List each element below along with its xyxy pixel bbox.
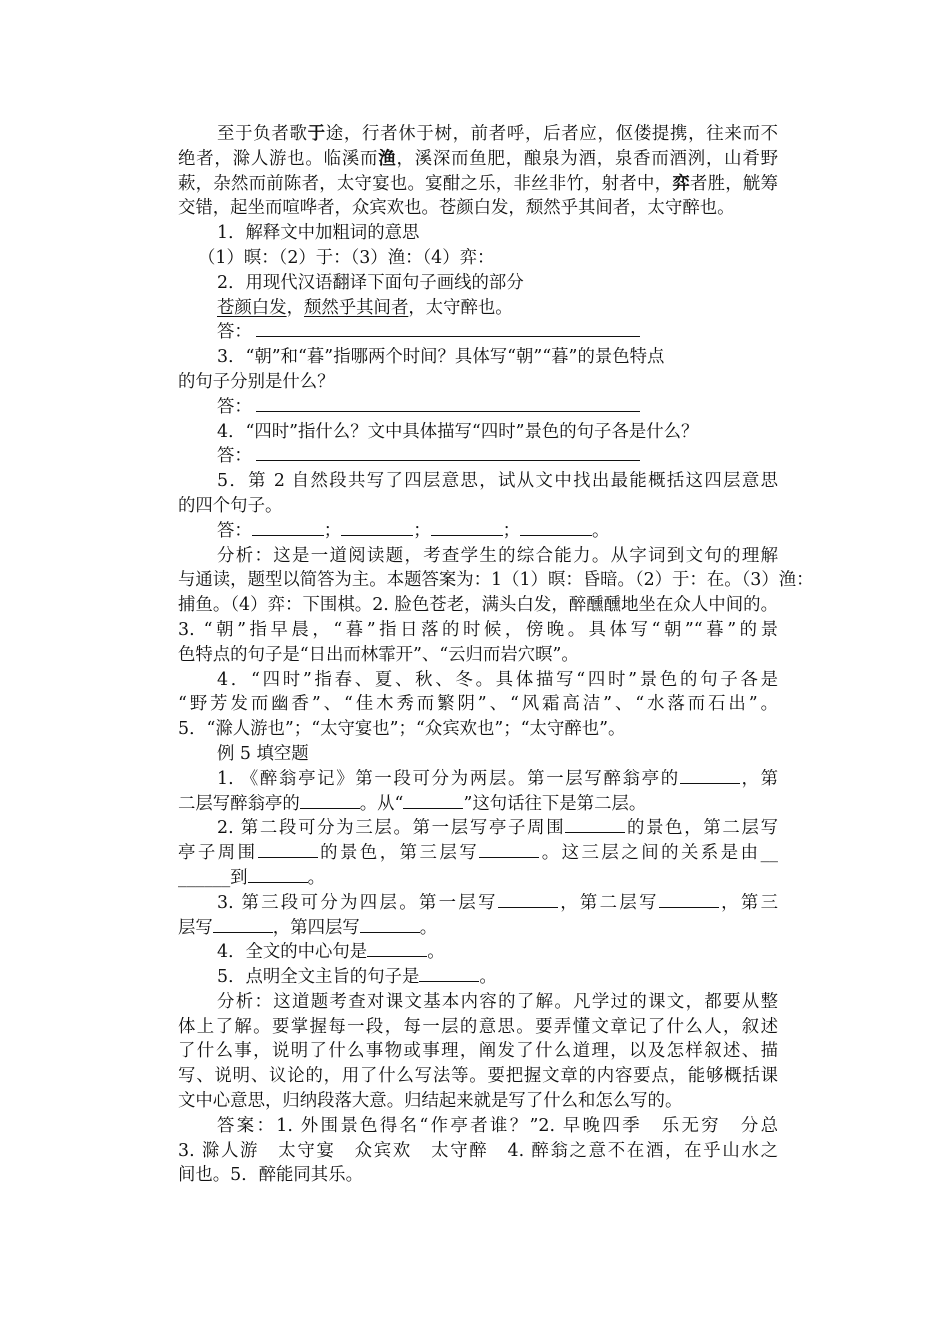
fill-1-line-2: 二层写醉翁亭的 。从“ ”这句话往下是第二层。 [178,793,647,814]
fill-blank[interactable] [248,867,308,883]
analysis-1-line-6: 4．“四时”指春、夏、秋、冬。具体描写“四时”景色的句子各是 [217,669,778,690]
fill-blank[interactable] [479,842,539,858]
analysis-1-line-8: 5．“滁人游也”；“太守宴也”；“众宾欢也”；“太守醉也”。 [178,719,626,740]
fill-blank[interactable] [300,793,360,809]
answer-line-4: 答： [178,444,778,469]
fill-blank[interactable] [565,817,625,833]
underlined-phrase-2: 颓然乎其间者 [303,297,409,318]
fill-blank[interactable] [659,892,719,908]
answer-line-2: 答： [178,320,778,345]
analysis-1-line-1: 分析：这是一道阅读题，考查学生的综合能力。从字词到文句的理解 [217,545,778,566]
passage-line-4: 交错，起坐而喧哗者，众宾欢也。苍颜白发，颓然乎其间者，太守醉也。 [178,198,735,219]
answer-blank[interactable] [341,520,413,536]
passage-line-2: 绝者，滁人游也。临溪而渔，溪深而鱼肥，酿泉为酒，泉香而酒洌，山肴野 [178,148,778,169]
fill-2-line-2: 亭子周围 的景色，第三层写 。这三层之间的关系是由__ [178,843,778,864]
answer-blank[interactable] [431,520,503,536]
answer-blank[interactable] [256,445,640,461]
question-3-line-2: 的句子分别是什么？ [178,371,335,392]
question-4: 4．“四时”指什么？文中具体描写“四时”景色的句子各是什么？ [217,421,699,442]
question-2-sentence: 苍颜白发，颓然乎其间者，太守醉也。 [217,297,513,318]
passage-line-1: 至于负者歌于途，行者休于树，前者呼，后者应，伛偻提携，往来而不 [217,124,778,144]
answer-blank[interactable] [256,396,640,412]
question-5-line-1: 5．第 2 自然段共写了四层意思，试从文中找出最能概括这四层意思 [217,471,778,492]
answer-line-3: 答： [178,395,778,420]
answer-blank[interactable] [252,520,324,536]
answer-line-5: 答： ； ； ； 。 [217,520,610,541]
fill-3-line-1: 3. 第三段可分为四层。第一层写 ，第二层写 ，第三 [217,892,778,913]
analysis-2-line-1: 分析：这道题考查对课文基本内容的了解。凡学过的课文，都要从整 [217,991,778,1012]
answers-line-3: 间也。5．醉能同其乐。 [178,1165,363,1186]
analysis-2-line-4: 写、说明、议论的，用了什么写法等。要把握文章的内容要点，能够概括课 [178,1066,778,1087]
fill-blank[interactable] [680,768,740,784]
fill-1-line-1: 1. 《醉翁亭记》第一段可分为两层。第一层写醉翁亭的 ，第 [217,768,778,789]
fill-blank[interactable] [498,892,558,908]
bold-word-yu-fishing: 渔 [378,148,397,169]
document-page [178,122,814,1188]
question-5-line-2: 的四个句子。 [178,495,283,516]
answer-blank[interactable] [256,321,640,337]
fill-blank[interactable] [360,917,420,933]
fill-blank[interactable] [258,842,318,858]
fill-4: 4．全文的中心句是 。 [217,942,445,963]
analysis-1-line-4: 3. “朝”指早晨，“暮”指日落的时候，傍晚。具体写“朝”“暮”的景 [178,619,778,640]
bold-word-yi: 弈 [672,173,690,194]
fill-5: 5．点明全文主旨的句子是 。 [217,967,497,988]
answers-line-2: 3. 滁人游 太守宴 众宾欢 太守醉 4. 醉翁之意不在酒，在乎山水之 [178,1140,778,1161]
underlined-phrase-1: 苍颜白发 [217,297,287,318]
analysis-2-line-5: 文中心意思，归纳段落大意。归结起来就是写了什么和怎么写的。 [178,1091,683,1112]
question-1-items: （1）暝：（2）于：（3）渔：（4）弈： [198,247,495,268]
fill-3-line-2: 层写 ，第四层写 。 [178,917,438,938]
analysis-1-line-2: 与通读，题型以简答为主。本题答案为：1（1）暝：昏暗。（2）于：在。（3）渔： [178,570,814,591]
question-1-title: 1．解释文中加粗词的意思 [217,223,420,244]
analysis-1-line-5: 色特点的句子是“日出而林霏开”、“云归而岩穴暝”。 [178,644,579,665]
passage-line-3: 蔌，杂然而前陈者，太守宴也。宴酣之乐，非丝非竹，射者中，弈者胜，觥筹 [178,173,778,194]
analysis-1-line-7: “野芳发而幽香”、“佳木秀而繁阴”、“风霜高洁”、“水落而石出”。 [178,694,778,715]
fill-blank[interactable] [367,941,427,957]
fill-blank[interactable] [403,793,463,809]
analysis-1-line-3: 捕鱼。（4）弈：下围棋。2. 脸色苍老，满头白发，醉醺醺地坐在众人中间的。 [178,595,778,616]
question-3-line-1: 3．“朝”和“暮”指哪两个时间？具体写“朝”“暮”的景色特点 [217,347,665,368]
bold-word-yu: 于 [307,124,326,144]
fill-2-line-1: 2. 第二段可分为三层。第一层写亭子周围 的景色，第二层写 [217,818,778,839]
answer-blank[interactable] [520,520,592,536]
answers-line-1: 答案：1. 外围景色得名“作亭者谁？”2. 早晚四季 乐无穷 分总 [217,1115,778,1136]
example-5-heading: 例 5 填空题 [217,743,309,764]
question-2-title: 2．用现代汉语翻译下面句子画线的部分 [217,272,524,293]
analysis-2-line-3: 了什么事，说明了什么事物或事理，阐发了什么道理，以及怎样叙述、描 [178,1041,778,1062]
fill-2-line-3: ______到 。 [178,867,325,888]
fill-blank[interactable] [213,917,273,933]
fill-blank[interactable] [419,966,479,982]
analysis-2-line-2: 体上了解。要掌握每一段，每一层的意思。要弄懂文章记了什么人，叙述 [178,1016,778,1037]
